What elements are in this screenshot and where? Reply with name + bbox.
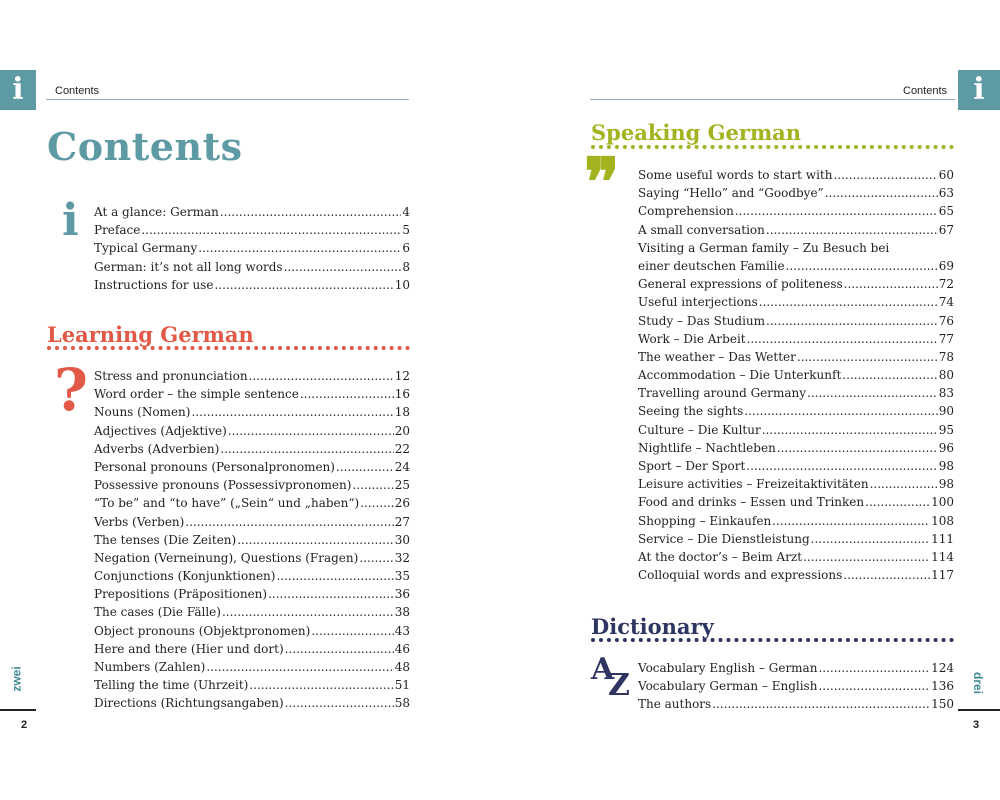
toc-entry-title: Shopping – Einkaufen <box>638 513 772 528</box>
toc-entry <box>94 603 410 621</box>
toc-entry <box>94 385 410 403</box>
toc-entry-page: 18 <box>394 405 410 420</box>
toc-entry-title: Numbers (Zahlen) <box>94 660 206 674</box>
toc-entry-title: Stress and pronunciation <box>94 369 248 383</box>
toc-entry-page: 12 <box>394 369 410 383</box>
dot-leader <box>865 493 930 511</box>
toc-entry-title: Here and there (Hier und dort) <box>94 641 284 656</box>
toc-entry <box>638 421 954 439</box>
toc-entry-page: 114 <box>931 549 954 564</box>
toc-entry-page: 46 <box>394 641 410 656</box>
footer-rule <box>0 709 36 711</box>
dot-leader <box>870 475 938 493</box>
dot-leader <box>220 440 393 458</box>
toc-entry-page: 16 <box>394 387 410 402</box>
toc-entry <box>638 439 954 457</box>
dot-leader <box>359 549 393 567</box>
toc-entry-page: 96 <box>938 440 954 455</box>
dot-leader <box>735 202 938 220</box>
page-number: 3 <box>973 719 980 731</box>
header-rule <box>46 99 409 100</box>
toc-entry <box>94 367 410 385</box>
toc-entry-page: 6 <box>402 241 410 256</box>
toc-entry-page: 136 <box>931 679 954 694</box>
toc-entry-title: Leisure activities – Freizeitaktivitäten <box>638 477 869 492</box>
toc-entry-page: 78 <box>938 349 954 364</box>
toc-entry-page: 69 <box>938 258 954 273</box>
dot-leader <box>220 203 402 221</box>
toc-entry-page: 124 <box>931 661 954 675</box>
az-icon-z: Z <box>608 668 630 703</box>
toc-entry <box>638 677 954 695</box>
toc-entry-title: Vocabulary English – German <box>638 661 818 675</box>
dot-leader <box>807 384 938 402</box>
header-rule <box>590 99 955 100</box>
page-number: 2 <box>21 719 28 731</box>
section-title-learning: Learning German <box>47 322 254 347</box>
toc-entry <box>638 184 954 202</box>
side-page-word: zwei <box>9 666 24 692</box>
info-icon: i <box>62 195 79 246</box>
az-icon-a: A <box>591 652 615 687</box>
toc-entry <box>638 475 954 493</box>
dot-leader <box>228 422 394 440</box>
toc-entry <box>638 239 954 257</box>
toc-entry-page: 43 <box>394 623 410 638</box>
toc-entry <box>94 549 410 567</box>
info-icon: i <box>958 70 1000 110</box>
toc-entry <box>638 493 954 511</box>
toc-entry-title: Nightlife – Nachtleben <box>638 440 776 455</box>
toc-entry <box>94 458 410 476</box>
toc-entry-title: Preface <box>94 223 141 238</box>
toc-entry <box>94 476 410 494</box>
toc-entry <box>94 658 410 676</box>
dot-leader <box>811 530 930 548</box>
dot-leader <box>759 293 938 311</box>
dot-leader <box>833 166 937 184</box>
dot-leader <box>786 257 938 275</box>
toc-entry-page: 150 <box>931 697 954 712</box>
toc-entry-page: 10 <box>394 277 410 292</box>
toc-entry-title: Adjectives (Adjektive) <box>94 423 227 438</box>
dot-leader <box>766 312 938 330</box>
toc-entry <box>94 258 410 276</box>
toc-entry-page: 36 <box>394 587 410 602</box>
toc-entry <box>638 166 954 184</box>
toc-entry-title: The authors <box>638 697 712 712</box>
toc-entry-title: Nouns (Nomen) <box>94 405 191 420</box>
toc-entry <box>94 203 410 221</box>
quote-icon: ❞ <box>584 143 620 221</box>
toc-entry <box>638 348 954 366</box>
dot-leader <box>206 658 393 676</box>
toc-entry <box>638 566 954 584</box>
dot-leader <box>746 457 937 475</box>
dot-leader <box>276 567 393 585</box>
dot-leader <box>777 439 938 457</box>
dot-leader <box>285 640 394 658</box>
toc-entry <box>638 659 954 677</box>
toc-entry-title: Personal pronouns (Personalpronomen) <box>94 459 335 474</box>
toc-entry <box>638 312 954 330</box>
dot-leader <box>268 585 394 603</box>
toc-entry <box>638 202 954 220</box>
side-page-word: drei <box>971 671 986 695</box>
toc-entry-page: 95 <box>938 422 954 437</box>
toc-entry-title: Prepositions (Präpositionen) <box>94 587 268 602</box>
toc-entry-title: Conjunctions (Konjunktionen) <box>94 569 276 584</box>
toc-entry-title: The weather – Das Wetter <box>638 349 796 364</box>
toc-entry-page: 38 <box>394 605 410 620</box>
toc-entry-page: 65 <box>938 204 954 219</box>
toc-entry-title: A small conversation <box>638 222 765 237</box>
toc-entry-title: Vocabulary German – English <box>638 679 818 694</box>
toc-entry-page: 32 <box>394 550 410 565</box>
toc-entry <box>638 384 954 402</box>
toc-entry-title: Negation (Verneinung), Questions (Fragen) <box>94 550 359 565</box>
dot-leader <box>249 367 394 385</box>
toc-entry-page: 108 <box>931 513 954 528</box>
dotted-divider <box>591 638 954 642</box>
dot-leader <box>191 403 393 421</box>
question-mark-icon: ? <box>54 356 88 424</box>
toc-entry-title: Typical Germany <box>94 241 198 256</box>
toc-entry <box>94 239 410 257</box>
dot-leader <box>712 695 930 713</box>
toc-entry-page: 76 <box>938 313 954 328</box>
toc-entry-page: 83 <box>938 386 954 401</box>
dot-leader <box>825 184 938 202</box>
toc-entry-title: Some useful words to start with <box>638 168 833 182</box>
toc-entry <box>94 694 410 712</box>
toc-entry-page: 60 <box>938 168 954 182</box>
running-header: Contents <box>903 85 948 97</box>
dot-leader <box>198 239 401 257</box>
toc-entry-title: Verbs (Verben) <box>94 514 185 529</box>
section-title-speaking: Speaking German <box>591 120 802 145</box>
toc-entry <box>638 275 954 293</box>
toc-entry-page: 72 <box>938 277 954 292</box>
dot-leader <box>360 494 394 512</box>
toc-entry-page: 25 <box>394 478 410 493</box>
toc-entry <box>94 531 410 549</box>
toc-entry-page: 98 <box>938 477 954 492</box>
dot-leader <box>766 221 938 239</box>
dot-leader <box>818 677 930 695</box>
dot-leader <box>772 512 930 530</box>
toc-entry-title: The cases (Die Fälle) <box>94 605 221 620</box>
toc-entry-page: 8 <box>402 259 410 274</box>
toc-entry <box>94 585 410 603</box>
toc-entry <box>94 221 410 239</box>
info-icon: i <box>0 70 36 110</box>
toc-entry-page: 20 <box>394 423 410 438</box>
toc-entry <box>94 403 410 421</box>
toc-entry-title: Service – Die Dienstleistung <box>638 531 810 546</box>
dot-leader <box>284 258 402 276</box>
dot-leader <box>843 566 930 584</box>
toc-entry-title: Possessive pronouns (Possessivpronomen) <box>94 478 352 493</box>
toc-entry-title: Instructions for use <box>94 277 214 292</box>
toc-entry <box>638 366 954 384</box>
toc-entry <box>638 257 954 275</box>
toc-entry-title: Telling the time (Uhrzeit) <box>94 678 249 693</box>
toc-entry-title: Sport – Der Sport <box>638 459 746 473</box>
toc-entry <box>94 276 410 294</box>
dotted-divider <box>47 346 410 350</box>
dot-leader <box>185 513 393 531</box>
toc-entry-page: 22 <box>394 441 410 456</box>
toc-entry-page: 24 <box>394 459 410 474</box>
toc-entry-title: At the doctor’s – Beim Arzt <box>638 549 803 564</box>
toc-entry-title: Object pronouns (Objektpronomen) <box>94 623 311 638</box>
toc-entry <box>94 567 410 585</box>
dot-leader <box>762 421 938 439</box>
toc-entry <box>94 422 410 440</box>
toc-entry-title: Accommodation – Die Unterkunft <box>638 368 842 383</box>
toc-entry <box>638 330 954 348</box>
toc-entry <box>638 402 954 420</box>
toc-entry <box>94 676 410 694</box>
toc-entry-page: 98 <box>938 459 954 473</box>
toc-entry-page: 67 <box>938 222 954 237</box>
page-title: Contents <box>47 124 243 169</box>
toc-entry <box>638 530 954 548</box>
toc-entry-page: 26 <box>394 496 410 511</box>
toc-entry-title: einer deutschen Familie <box>638 258 785 273</box>
toc-entry-page: 27 <box>394 514 410 529</box>
toc-entry-page: 4 <box>402 205 410 219</box>
running-header: Contents <box>55 85 100 97</box>
toc-entry-title: Travelling around Germany <box>638 386 807 401</box>
dot-leader <box>842 366 937 384</box>
toc-entry <box>94 440 410 458</box>
toc-entry-title: Colloquial words and expressions <box>638 568 843 583</box>
toc-entry-title: At a glance: German <box>94 205 219 219</box>
toc-entry <box>638 548 954 566</box>
toc-entry-page: 5 <box>402 223 410 238</box>
toc-entry-page: 63 <box>938 186 954 201</box>
dot-leader <box>285 694 394 712</box>
dot-leader <box>300 385 394 403</box>
toc-entry-page: 74 <box>938 295 954 310</box>
toc-entry-page: 35 <box>394 569 410 584</box>
toc-entry-title: Culture – Die Kultur <box>638 422 761 437</box>
dot-leader <box>744 402 937 420</box>
dot-leader <box>141 221 401 239</box>
toc-entry-title: German: it’s not all long words <box>94 259 283 274</box>
toc-entry-page: 77 <box>938 331 954 346</box>
toc-entry-title: Study – Das Studium <box>638 313 766 328</box>
toc-entry-title: General expressions of politeness <box>638 277 843 292</box>
toc-entry-page: 51 <box>394 678 410 693</box>
toc-entry <box>638 512 954 530</box>
toc-entry <box>94 622 410 640</box>
toc-entry-title: Seeing the sights <box>638 404 744 419</box>
toc-entry-page: 111 <box>931 531 954 546</box>
footer-rule <box>958 709 1000 711</box>
toc-list-speaking <box>638 166 954 584</box>
toc-entry <box>638 695 954 713</box>
dot-leader <box>249 676 393 694</box>
toc-entry-title: Saying “Hello” and “Goodbye” <box>638 186 824 201</box>
dot-leader <box>818 659 930 677</box>
toc-entry-title: The tenses (Die Zeiten) <box>94 532 237 547</box>
dot-leader <box>237 531 394 549</box>
toc-entry-page: 90 <box>938 404 954 419</box>
toc-entry <box>638 293 954 311</box>
toc-entry-title: Food and drinks – Essen und Trinken <box>638 495 865 510</box>
toc-entry-page: 117 <box>931 568 954 583</box>
toc-entry-title: Word order – the simple sentence <box>94 387 299 402</box>
toc-list-dictionary <box>638 659 954 714</box>
toc-list-learning <box>94 367 410 713</box>
dot-leader <box>311 622 393 640</box>
dot-leader <box>352 476 393 494</box>
toc-entry-title: Comprehension <box>638 204 734 219</box>
dot-leader <box>214 276 393 294</box>
toc-entry-page: 100 <box>931 495 954 510</box>
toc-entry-title: Directions (Richtungsangaben) <box>94 696 284 711</box>
toc-entry-title: “To be” and “to have” („Sein“ und „haben“) <box>94 496 360 511</box>
toc-entry-title: Visiting a German family – Zu Besuch bei <box>638 240 890 255</box>
section-title-dictionary: Dictionary <box>591 614 714 639</box>
toc-entry-title: Useful interjections <box>638 295 758 310</box>
dot-leader <box>336 458 394 476</box>
toc-entry <box>638 457 954 475</box>
toc-list-intro <box>94 203 410 294</box>
toc-entry-page: 80 <box>938 368 954 383</box>
toc-entry <box>94 513 410 531</box>
dot-leader <box>222 603 394 621</box>
toc-entry-page: 48 <box>394 660 410 674</box>
toc-entry-title: Adverbs (Adverbien) <box>94 441 220 456</box>
dot-leader <box>844 275 938 293</box>
toc-entry-page: 30 <box>394 532 410 547</box>
toc-entry <box>94 494 410 512</box>
toc-entry-page: 58 <box>394 696 410 711</box>
toc-entry <box>638 221 954 239</box>
dotted-divider <box>591 145 954 149</box>
dot-leader <box>747 330 938 348</box>
toc-entry <box>94 640 410 658</box>
toc-entry-title: Work – Die Arbeit <box>638 331 746 346</box>
dot-leader <box>803 548 930 566</box>
dot-leader <box>797 348 938 366</box>
